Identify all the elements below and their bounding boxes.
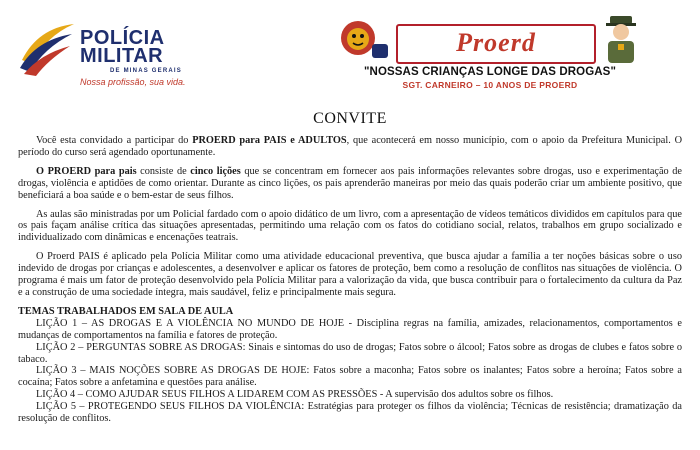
paragraph-classes: As aulas são ministradas por um Policial fardado com o apoio didático de um livro, com a apresentação de vídeos temáticos divididos em capítulos para que os pais façam análise crítica das situações apresentadas, permitindo uma relação com os fatos do cotidiano social, relatos, trabalhos em grupo socializado e individualizado com dinâmicas e encenações teatrais. (18, 208, 682, 244)
logo-line1: POLÍCIA (80, 27, 165, 49)
paragraph-lessons-overview (18, 166, 682, 202)
logo-slogan: Nossa profissão, sua vida. (80, 77, 186, 87)
p1-text-c: , que acontecerá em nosso município, com o apoio da Prefeitura Municipal. O período do curso será agendado oportunamente. (18, 135, 683, 158)
lesson-item: LIÇÃO 4 – COMO AJUDAR SEUS FILHOS A LIDAREM COM AS PRESSÕES - A supervisão dos adultos sobre os filhos. (36, 389, 554, 401)
p1-bold: PROERD para PAIS e ADULTOS (192, 135, 347, 146)
swoosh-emblem-icon (18, 20, 76, 76)
proerd-slogan: "NOSSAS CRIANÇAS LONGE DAS DROGAS" (364, 66, 616, 78)
police-officer-icon (596, 14, 646, 66)
paragraph-invitation (18, 135, 682, 159)
document-title: CONVITE (313, 110, 387, 127)
logo-line2: MILITAR (80, 45, 164, 67)
p2-bold-c: cinco lições (190, 165, 241, 177)
p2-text-b: consiste de (136, 165, 191, 177)
themes-heading: TEMAS TRABALHADOS EM SALA DE AULA (18, 305, 234, 317)
p1-text-a: Você esta convidado a participar do (36, 135, 193, 146)
lesson-item: LIÇÃO 1 – AS DROGAS E A VIOLÊNCIA NO MUNDO DE HOJE - Disciplina regras na família, amizades, relacionamentos, comportamentos e mudanças de comportamentos na família e fatores de proteção. (18, 317, 682, 341)
p2-bold-a: O PROERD para pais (36, 165, 137, 177)
policia-militar-logo (18, 18, 228, 87)
proerd-logo (330, 14, 650, 94)
proerd-wordmark-box (396, 24, 596, 64)
lesson-item: LIÇÃO 5 – PROTEGENDO SEUS FILHOS DA VIOLÊNCIA: Estratégias para proteger os filhos da violência; Técnicas de resistência; dramatização da resolução de conflitos. (18, 401, 682, 425)
document-body (18, 135, 682, 425)
proerd-anniversary: SGT. CARNEIRO – 10 ANOS DE PROERD (402, 80, 578, 90)
paragraph-program: O Proerd PAIS é aplicado pela Polícia Militar como uma atividade educacional preventiva, que busca ajudar a família a ter noções básicas sobre o uso indevido de drogas por crianças e adolescentes, a desenvolver e aplicar os fatores de proteção, bem como a resolução de conflitos nas situações de violência. O programa é mais um fator de proteção desenvolvido pela Polícia Militar para a valorização da vida, que busca contribuir para o fortalecimento da cultura da Paz e a construção de uma sociedade íntegra, mais saudável, feliz e principalmente mais segura. (18, 251, 682, 298)
p2-text-d: que se concentram em fornecer aos pais informações relevantes sobre drogas, uso e experimentação de drogas, violência e aptidões de como orientar. Durante as cinco lições, os pais aprenderão maneiras por meio das quais poderão criar um ambiente positivo, que beneficiará a boa saúde e o bem-estar de seus filhos. (18, 165, 683, 201)
proerd-wordmark: Proerd (456, 28, 536, 57)
logo-subtitle: DE MINAS GERAIS (110, 68, 183, 74)
lesson-item: LIÇÃO 3 – MAIS NOÇÕES SOBRE AS DROGAS DE HOJE: Fatos sobre a maconha; Fatos sobre os inalantes; Fatos sobre a heroína; Fatos sobre a cocaína; Fatos sobre a anfetamina e questões para análise. (18, 365, 682, 389)
lesson-item: LIÇÃO 2 – PERGUNTAS SOBRE AS DROGAS: Sinais e sintomas do uso de drogas; Fatos sobre o álcool; Fatos sobre as drogas de clubes e fatos sobre o tabaco. (18, 341, 682, 365)
lion-mascot-icon (334, 18, 390, 62)
